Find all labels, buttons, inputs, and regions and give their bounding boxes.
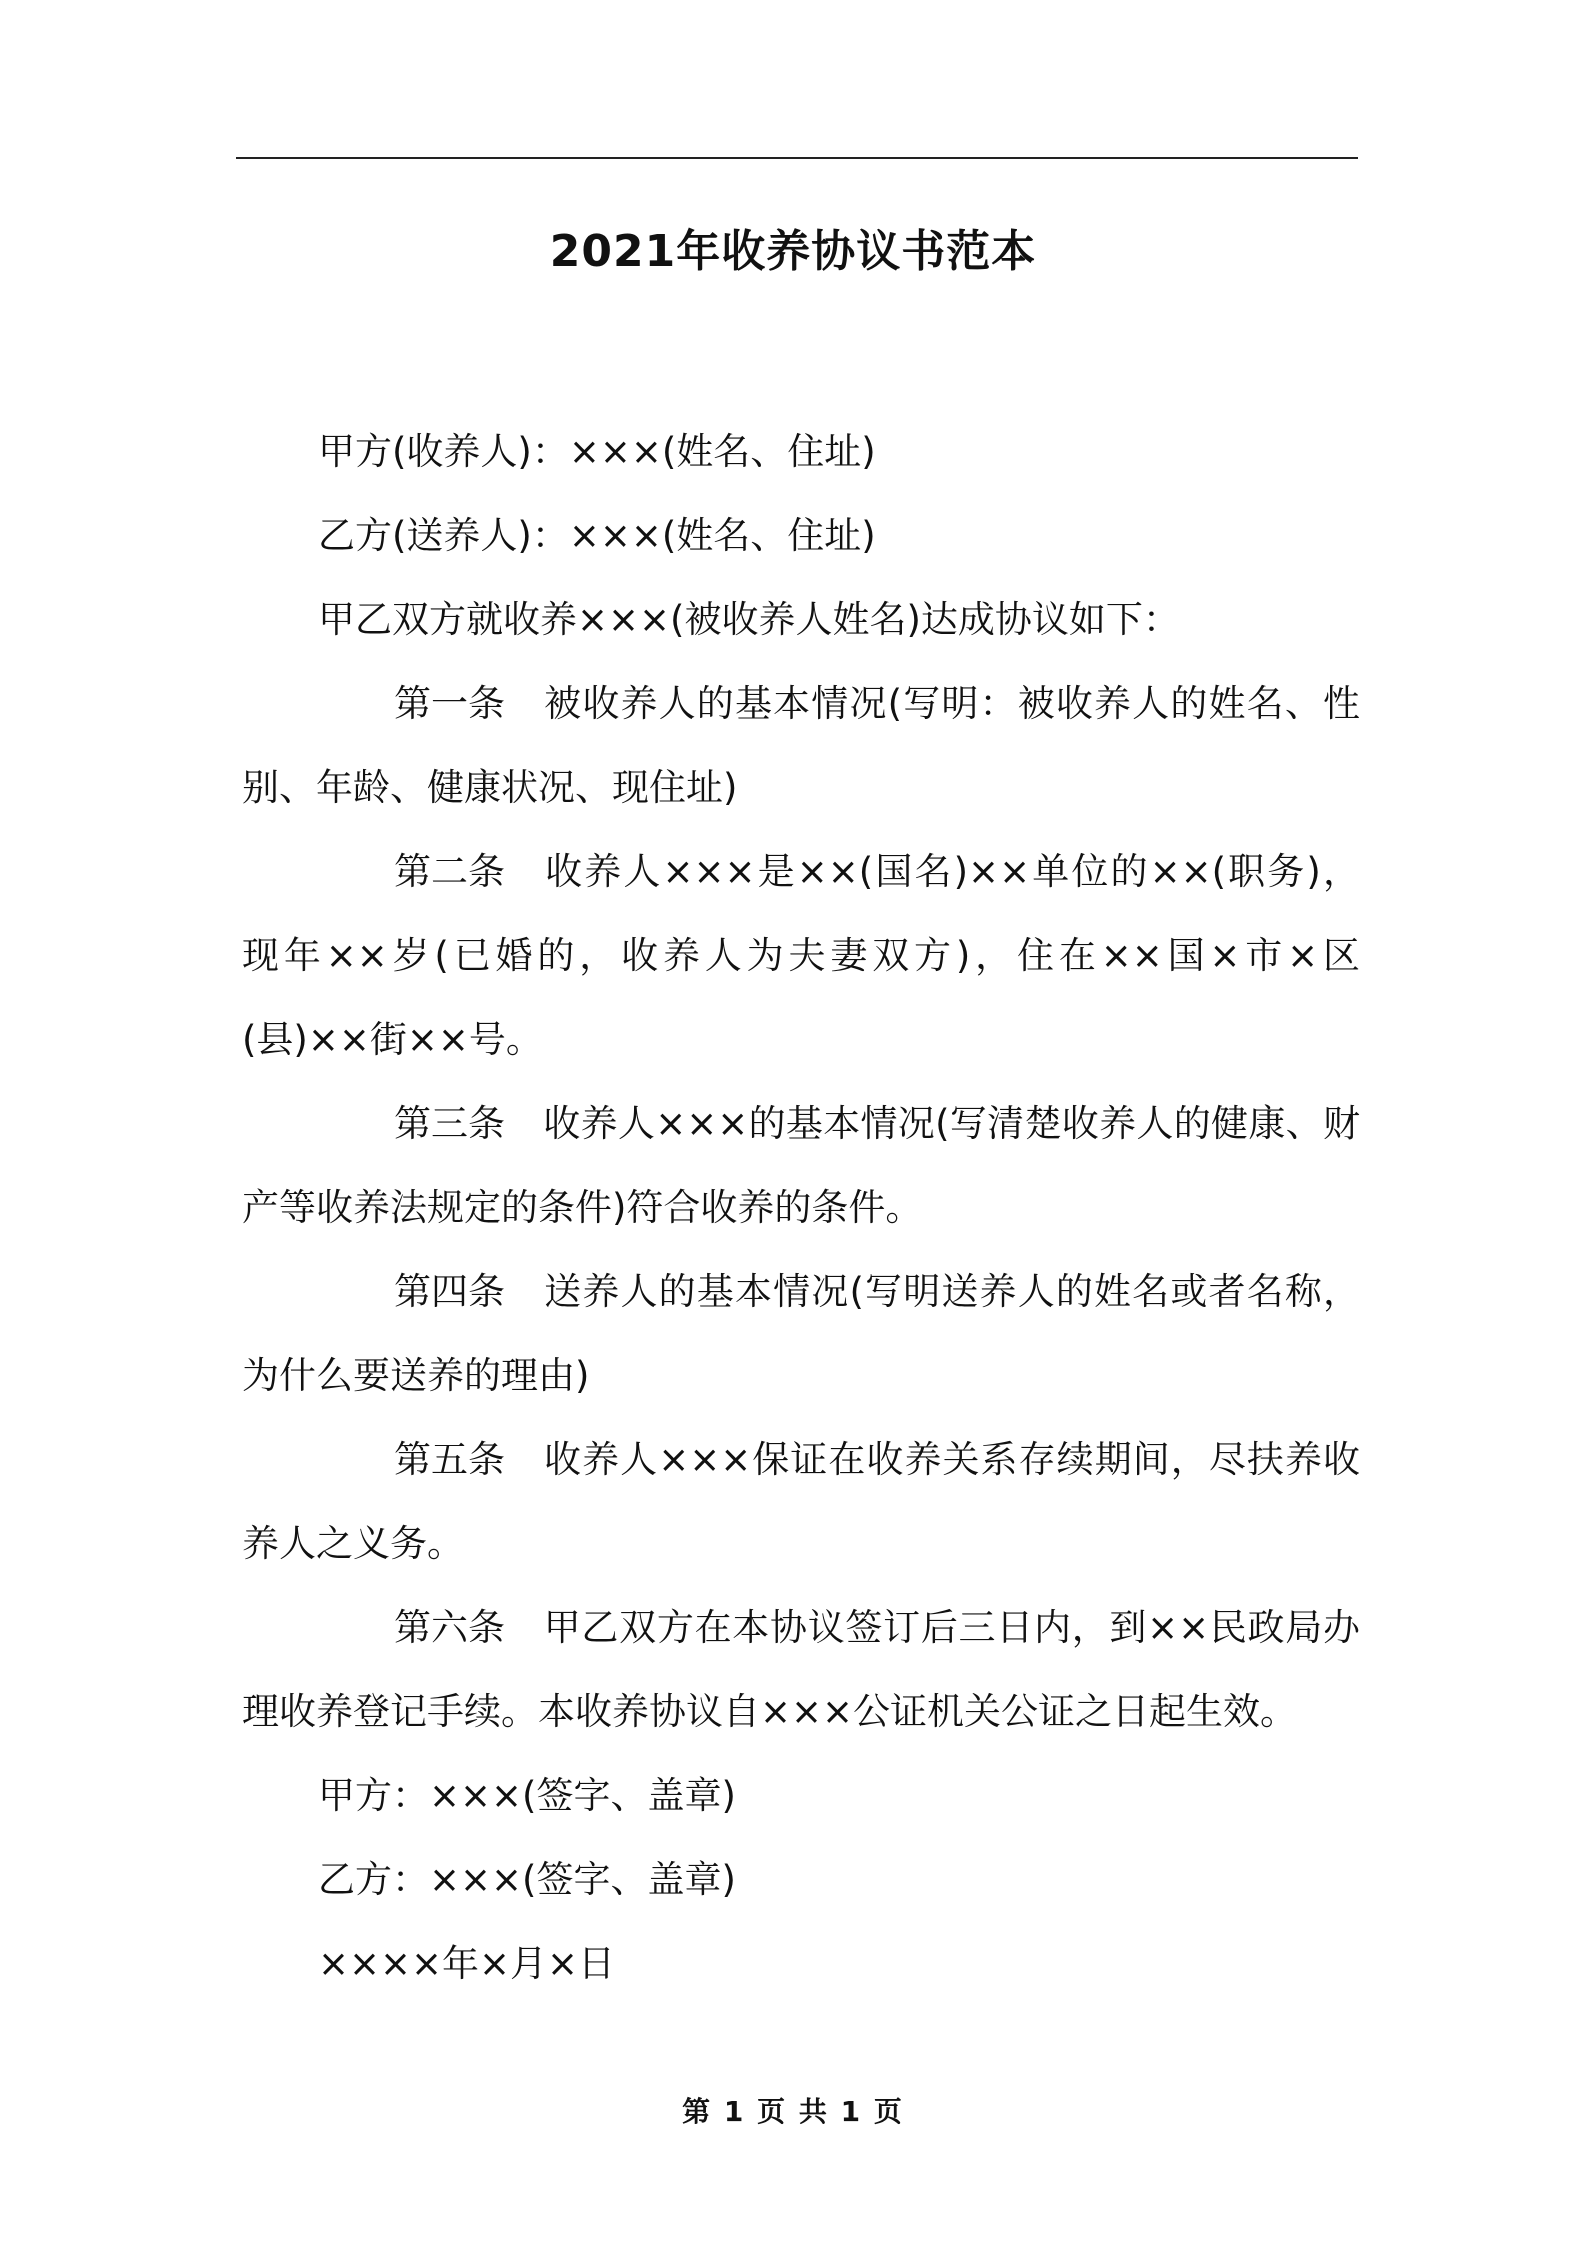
signature-party-a: 甲方：×××(签字、盖章) [318,1774,736,1817]
article-text: 收养人×××的基本情况(写清楚收养人的健康、财产等收养法规定的条件)符合收养的条件。 [242,1102,1360,1229]
article-2 [242,830,1360,1082]
article-number: 第四条 [394,1270,505,1313]
article-text: 送养人的基本情况(写明送养人的姓名或者名称，为什么要送养的理由) [242,1270,1360,1397]
article-4 [242,1250,1360,1418]
article-text: 收养人×××保证在收养关系存续期间，尽扶养收养人之义务。 [242,1438,1360,1565]
signature-party-b: 乙方：×××(签字、盖章) [318,1858,736,1901]
document-title: 2021年收养协议书范本 [549,226,1037,277]
article-text: 甲乙双方在本协议签订后三日内，到××民政局办理收养登记手续。本收养协议自×××公证机关公证之日起生效。 [242,1606,1360,1733]
page-number-footer: 第 1 页 共 1 页 [682,2095,904,2128]
article-1 [242,662,1360,830]
article-text: 被收养人的基本情况(写明：被收养人的姓名、性别、年龄、健康状况、现住址) [242,682,1360,809]
party-b-line: 乙方(送养人)：×××(姓名、住址) [318,514,876,557]
article-text: 收养人×××是××(国名)××单位的××(职务)，现年××岁(已婚的，收养人为夫妻双方)，住在××国×市×区(县)××街××号。 [242,850,1360,1061]
article-number: 第二条 [394,850,505,893]
party-a-line: 甲方(收养人)：×××(姓名、住址) [318,430,876,473]
article-number: 第六条 [394,1606,505,1649]
article-number: 第一条 [394,682,505,725]
article-number: 第五条 [394,1438,505,1481]
article-number: 第三条 [394,1102,505,1145]
header-rule [236,157,1358,159]
date-line: ××××年×月×日 [318,1942,616,1985]
document-body [242,410,1360,2006]
intro-line: 甲乙双方就收养×××(被收养人姓名)达成协议如下： [318,598,1180,641]
article-5 [242,1418,1360,1586]
article-6 [242,1586,1360,1754]
article-3 [242,1082,1360,1250]
